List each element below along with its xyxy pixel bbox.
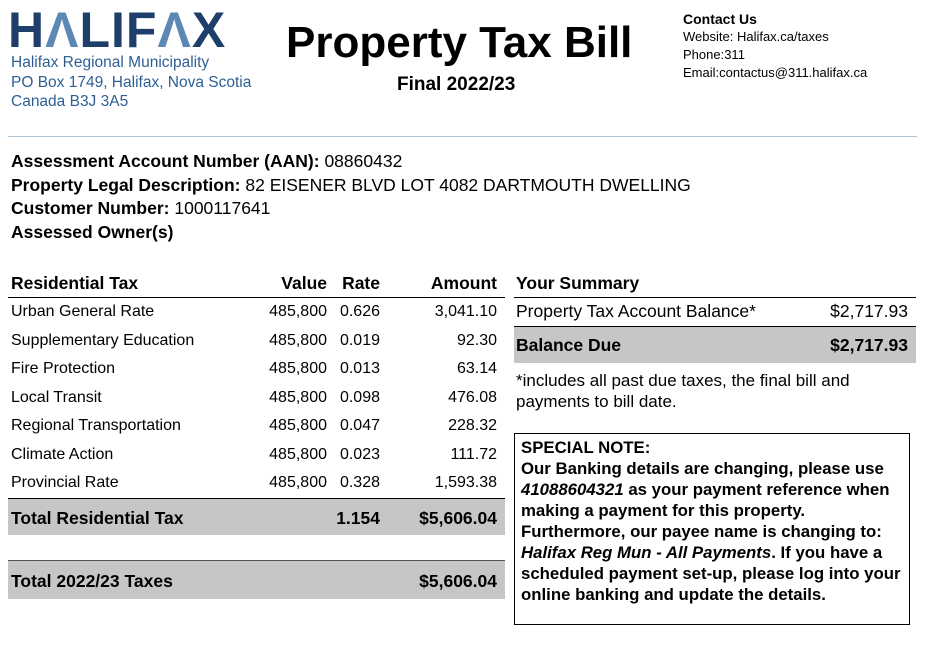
- total-residential-label: Total Residential Tax: [11, 507, 184, 528]
- summary-footnote: *includes all past due taxes, the final bill and payments to bill date.: [516, 371, 850, 411]
- total-residential-amount: $5,606.04: [419, 507, 497, 528]
- row-rate: 0.047: [339, 417, 380, 434]
- row-value: 485,800: [269, 360, 327, 377]
- payment-reference: 41088604321: [521, 480, 624, 499]
- row-amount: 1,593.38: [434, 474, 497, 491]
- contact-email: Email:contactus@311.halifax.ca: [683, 65, 868, 80]
- total-taxes-label: Total 2022/23 Taxes: [11, 571, 173, 591]
- row-value: 485,800: [269, 417, 327, 434]
- row-label: Local Transit: [11, 388, 102, 406]
- total-taxes-amount: $5,606.04: [419, 571, 497, 591]
- row-value: 485,800: [269, 331, 327, 349]
- customer-number-line: Customer Number: 1000117641: [11, 198, 271, 218]
- row-value: 485,800: [269, 388, 327, 406]
- row-amount: 92.30: [456, 331, 497, 349]
- header-value: Value: [281, 273, 327, 293]
- table-header: [8, 270, 505, 298]
- balance-due-value: $2,717.93: [830, 335, 908, 355]
- header-rate: Rate: [342, 273, 380, 293]
- special-note-heading: SPECIAL NOTE:: [521, 438, 651, 457]
- row-value: 485,800: [269, 445, 327, 463]
- row-amount: 476.08: [448, 388, 497, 406]
- total-residential-row: [8, 498, 505, 535]
- page-title: Property Tax Bill: [286, 18, 633, 67]
- table-row: [8, 327, 505, 356]
- table-row: [8, 412, 505, 441]
- contact-phone: Phone:311: [683, 47, 745, 62]
- org-name: Halifax Regional Municipality: [11, 54, 210, 71]
- table-row: [8, 469, 505, 498]
- row-rate: 0.019: [339, 331, 380, 349]
- table-row: [8, 298, 505, 327]
- row-value: 485,800: [269, 303, 327, 320]
- total-taxes-row: [8, 560, 505, 599]
- summary-header: [514, 270, 916, 298]
- table-row: [8, 355, 505, 384]
- row-rate: 0.328: [339, 474, 380, 491]
- header-residential-tax: Residential Tax: [11, 273, 139, 293]
- row-label: Fire Protection: [11, 360, 116, 377]
- contact-block: [683, 10, 867, 82]
- legal-description-line: Property Legal Description: 82 EISENER BLVD LOT 4082 DARTMOUTH DWELLING: [11, 174, 691, 195]
- total-residential-rate: 1.154: [336, 507, 380, 528]
- row-label: Regional Transportation: [11, 417, 181, 434]
- row-rate: 0.013: [339, 360, 380, 377]
- aan-line: Assessment Account Number (AAN): 08860432: [11, 151, 403, 171]
- row-label: Urban General Rate: [11, 303, 155, 320]
- row-amount: 111.72: [450, 445, 497, 463]
- row-amount: 63.14: [456, 360, 497, 377]
- balance-due-row: [514, 326, 916, 363]
- row-label: Climate Action: [11, 445, 114, 463]
- row-rate: 0.023: [339, 445, 380, 463]
- row-label: Supplementary Education: [11, 331, 195, 349]
- contact-heading: Contact Us: [683, 11, 757, 27]
- special-note-body: Our Banking details are changing, please use 41088604321 as your payment reference when making a payment for this property. Furthermore, our payee name is changing to: Halifax Reg Mun - All Payments. If you have a scheduled payment set-up, please log into your online banking and update the details.: [521, 459, 901, 604]
- summary-heading: Your Summary: [516, 273, 640, 293]
- residential-tax-table: [8, 270, 505, 535]
- header-divider: [8, 136, 917, 137]
- account-details: [11, 150, 691, 244]
- organization-address: [11, 53, 251, 112]
- special-note-box: [514, 433, 910, 625]
- balance-due-label: Balance Due: [516, 335, 622, 355]
- summary-panel: [514, 270, 916, 363]
- table-row: [8, 384, 505, 413]
- page-subtitle: Final 2022/23: [397, 74, 516, 95]
- row-rate: 0.626: [339, 303, 380, 320]
- row-amount: 228.32: [448, 417, 497, 434]
- row-amount: 3,041.10: [434, 303, 497, 320]
- row-label: Provincial Rate: [11, 474, 119, 491]
- payee-name: Halifax Reg Mun - All Payments: [521, 543, 772, 562]
- account-balance-row: [514, 298, 916, 326]
- account-balance-label: Property Tax Account Balance*: [516, 301, 756, 321]
- row-value: 485,800: [269, 474, 327, 491]
- contact-website: Website: Halifax.ca/taxes: [683, 29, 829, 44]
- row-rate: 0.098: [339, 388, 380, 406]
- org-po-box: PO Box 1749, Halifax, Nova Scotia: [11, 73, 252, 91]
- account-balance-value: $2,717.93: [830, 301, 908, 321]
- org-postal: Canada B3J 3A5: [11, 93, 129, 110]
- halifax-logo: HΛLIFΛX: [8, 2, 227, 58]
- table-row: [8, 441, 505, 470]
- assessed-owner-line: Assessed Owner(s): [11, 221, 174, 242]
- header-amount: Amount: [430, 273, 497, 293]
